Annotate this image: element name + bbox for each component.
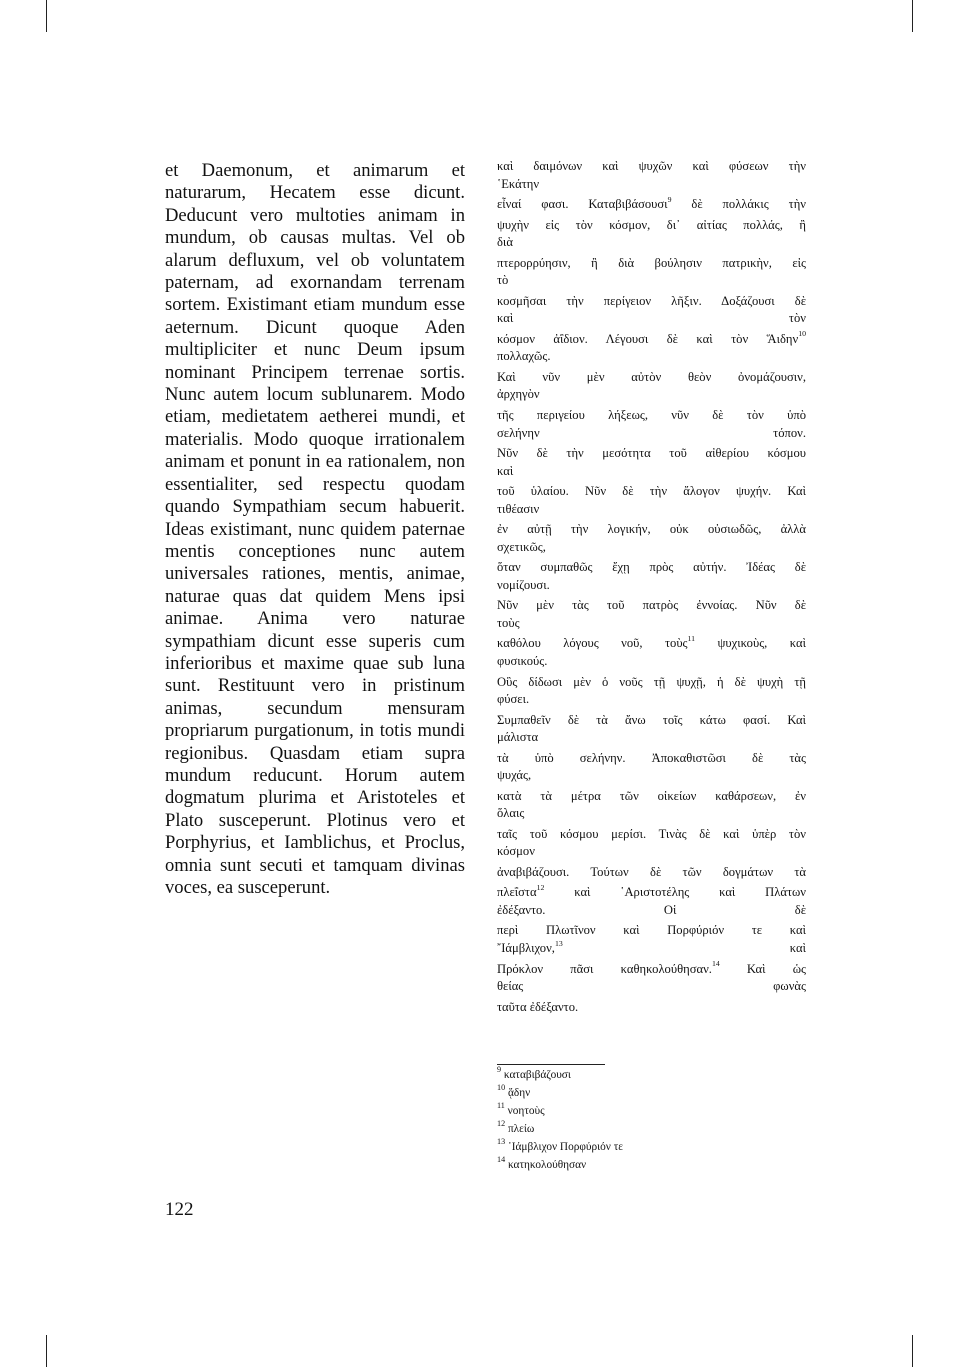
- greek-line-text: καὶ ῾Αριστοτέλης καὶ Πλάτων: [544, 885, 806, 900]
- greek-line-text: Νῦν μὲν τὰς τοῦ πατρὸς ἐννοίας. Νῦν δὲ: [497, 598, 806, 613]
- greek-line-continuation: τὸ: [497, 273, 509, 288]
- crop-mark: [912, 0, 913, 32]
- footnote-marker: 9: [667, 194, 672, 204]
- greek-line: [497, 217, 806, 252]
- footnote: [497, 1100, 797, 1121]
- greek-line-text: Νῦν δὲ τὴν μεσότητα τοῦ αἰθερίου κόσμου: [497, 446, 806, 461]
- greek-line-continuation: κόσμον: [497, 844, 535, 859]
- greek-line-text: Οὓς δίδωσι μὲν ὁ νοῦς τῇ ψυχῇ, ἡ δὲ ψυχὴ τῇ: [497, 674, 806, 689]
- greek-line: [497, 255, 806, 290]
- footnote-rule: [497, 1064, 605, 1065]
- greek-line-text: Συμπαθεῖν δὲ τὰ ἄνω τοῖς κάτω φασί. Καὶ: [497, 712, 806, 727]
- footnote-text: καταβιβάζουσι: [501, 1069, 571, 1081]
- greek-line-text: καὶ δαιμόνων καὶ ψυχῶν καὶ φύσεων τὴν: [497, 159, 806, 173]
- greek-line-text: τοῦ ὑλαίου. Νῦν δὲ τὴν ἄλογον ψυχήν. Καὶ: [497, 484, 806, 499]
- greek-line: [497, 922, 806, 957]
- greek-line: [497, 597, 806, 632]
- greek-line: [497, 712, 806, 747]
- greek-line-continuation: καὶ: [562, 941, 806, 956]
- greek-line-continuation: φυσικούς.: [497, 654, 548, 669]
- footnote: [497, 1136, 797, 1157]
- footnote: [497, 1154, 797, 1175]
- greek-line-text: ταῦτα ἐδέξαντο.: [497, 999, 579, 1014]
- greek-line: [497, 293, 806, 328]
- greek-line-text: τὰ ὑπὸ σελήνην. Ἀποκαθιστῶσι δὲ τὰς: [497, 750, 806, 765]
- greek-line-text: Πρόκλον πᾶσι καθηκολούθησαν.: [497, 961, 712, 976]
- footnote-number: 10: [497, 1082, 506, 1092]
- page-number: 122: [165, 1199, 194, 1220]
- greek-line-text: πλεΐστα: [497, 885, 537, 900]
- greek-line-text: περὶ Πλωτῖνον καὶ Πορφύριόν τε καὶ: [497, 923, 806, 938]
- greek-line-text: ταῖς τοῦ κόσμου μερίσι. Τινὰς δὲ καὶ ὑπὲρ τὸν: [497, 826, 806, 841]
- greek-line: [497, 483, 806, 518]
- latin-text-column: et Daemonum, et animarum et naturarum, Hecatem esse dicunt. Deducunt vero multoties animam in mundum, ob causas multas. Vel ob alarum defluxum, vel ob voluntatem paternam, ad exornandam terrenam sortem. Existimant etiam mundum esse aeternum. Dicunt quoque Aden multipliciter et nunc Deum ipsum nominant Principem terrenae sortis. Nunc autem locum sublunarem. Modo etiam, medietatem aetherei mundi, et materialis. Modo quoque irrationalem animam et ponunt in ea rationalem, non essentialiter, sed respectu quodam quando Sympathiam secum habuerit. Ideas existimant, nunc quidem paternae mentis conceptiones nunc autem universales rationes, mentis, animae, naturae quas dat quidem Mens ipsi animae. Anima vero naturae sympathiam dicunt esse superis cum inferioribus et maxime quae sub luna sunt. Restituunt vero in pristinum animas, secundum mensuram propriarum purgationum, in totis mundi regionibus. Quasdam etiam supra mundum reducunt. Horum autem dogmatum plurima et Aristoteles et Plato susceperunt. Plotinus vero et Porphyrius, et Iamblichus, et Proclus, omnia sunt secuti et tamquam divinas voces, ea susceperunt.: [165, 160, 465, 898]
- greek-line: [497, 445, 806, 480]
- footnotes: [497, 1067, 797, 1174]
- greek-line-continuation: μάλιστα: [497, 730, 539, 745]
- greek-line: [497, 864, 806, 882]
- greek-line-continuation: πολλαχῶς.: [497, 349, 551, 364]
- greek-line-continuation: σχετικῶς,: [497, 539, 546, 554]
- greek-line-text: πτερορρύησιν, ἢ διὰ βούλησιν πατρικὴν, εἰς: [497, 255, 806, 270]
- footnote-text: κατηκολούθησαν: [505, 1158, 587, 1171]
- footnote-marker: 11: [687, 634, 696, 644]
- greek-line-continuation: ἀρχηγὸν: [497, 387, 540, 402]
- greek-line-text: Καὶ ὡς: [719, 961, 806, 976]
- greek-line-continuation: καὶ: [497, 463, 514, 478]
- greek-line-text: ψυχικοὺς, καὶ: [695, 636, 806, 651]
- greek-line-text: ἀναβιβάζουσι. Τούτων δὲ τῶν δογμάτων τὰ: [497, 864, 806, 879]
- greek-line: [497, 196, 806, 214]
- greek-line-text: Καὶ νῦν μὲν αὐτὸν θεὸν ὀνομάζουσιν,: [497, 369, 806, 384]
- footnote-text: ᾅδην: [505, 1086, 531, 1099]
- greek-text-column: [497, 158, 806, 1019]
- footnote-number: 13: [497, 1136, 506, 1146]
- greek-line: [497, 158, 806, 193]
- greek-line-text: ψυχὴν εἰς τὸν κόσμον, δι᾽ αἰτίας πολλάς, ἢ: [497, 217, 806, 232]
- greek-line: [497, 826, 806, 861]
- greek-line-continuation: ῎Ιάμβλιχον,: [497, 941, 555, 956]
- greek-line: [497, 521, 806, 556]
- greek-line: [497, 331, 806, 366]
- greek-line-continuation: φύσει.: [497, 692, 530, 707]
- greek-line-continuation: νομίζουσι.: [497, 577, 550, 592]
- greek-line-text: δὲ πολλάκις τὴν: [671, 197, 806, 212]
- footnote-text: νοητοὺς: [504, 1104, 545, 1117]
- greek-line-continuation: ῾Εκάτην: [497, 176, 540, 191]
- greek-line-continuation: διὰ: [497, 235, 513, 250]
- greek-line: [497, 999, 806, 1017]
- greek-line-text: ὅταν συμπαθῶς ἔχῃ πρὸς αὐτήν. Ἰδέας δὲ: [497, 560, 806, 575]
- greek-line: [497, 674, 806, 709]
- greek-line-continuation: ἐδέξαντο. Οἱ δὲ: [497, 902, 806, 917]
- greek-line-continuation: καὶ τὸν: [497, 311, 806, 326]
- footnote-number: 9: [497, 1065, 502, 1075]
- footnote-text: ῾Ιάμβλιχον Πορφύριόν τε: [505, 1140, 624, 1153]
- greek-line: [497, 635, 806, 670]
- greek-line-continuation: ὅλαις: [497, 806, 525, 821]
- crop-mark: [912, 1335, 913, 1367]
- greek-line: [497, 407, 806, 442]
- footnote: [497, 1067, 797, 1085]
- footnote-marker: 14: [711, 959, 720, 969]
- greek-line: [497, 961, 806, 996]
- crop-mark: [46, 0, 47, 32]
- greek-line-text: κόσμον ἀΐδιον. Λέγουσι δὲ καὶ τὸν Ἅιδην: [497, 331, 799, 346]
- greek-line-text: καθόλου λόγους νοῦ, τοὺς: [497, 636, 688, 651]
- greek-line: [497, 559, 806, 594]
- greek-line-text: εἶναί φασι. Καταβιβάσουσι: [497, 197, 668, 212]
- greek-line-continuation: ψυχάς,: [497, 768, 532, 783]
- greek-line-continuation: τοὺς: [497, 615, 520, 630]
- crop-mark: [46, 1335, 47, 1367]
- greek-line: [497, 369, 806, 404]
- footnote-marker: 12: [536, 883, 545, 893]
- greek-line-text: κοσμῆσαι τὴν περίγειον λῆξιν. Δοξάζουσι δὲ: [497, 293, 806, 308]
- footnote-marker: 13: [554, 938, 563, 948]
- footnote: [497, 1082, 797, 1103]
- greek-line: [497, 788, 806, 823]
- greek-line-text: κατὰ τὰ μέτρα τῶν οἰκείων καθάρσεων, ἐν: [497, 788, 806, 803]
- greek-line: [497, 884, 806, 919]
- greek-line-text: ἐν αὐτῇ τὴν λογικήν, οὐκ οὐσιωδῶς, ἀλλὰ: [497, 522, 806, 537]
- greek-line-continuation: τιθέασιν: [497, 501, 540, 516]
- greek-line-text: τῆς περιγείου λήξεως, νῦν δὲ τὸν ὑπὸ: [497, 407, 806, 422]
- footnote-text: πλείω: [505, 1122, 535, 1135]
- greek-line: [497, 750, 806, 785]
- footnote-number: 14: [497, 1154, 506, 1164]
- footnote-marker: 10: [798, 329, 806, 339]
- footnote: [497, 1118, 797, 1139]
- greek-line-continuation: σελήνην τόπον.: [497, 425, 806, 440]
- greek-line-continuation: θείας φωνὰς: [497, 979, 806, 994]
- footnote-number: 12: [497, 1118, 506, 1128]
- footnote-number: 11: [497, 1100, 505, 1110]
